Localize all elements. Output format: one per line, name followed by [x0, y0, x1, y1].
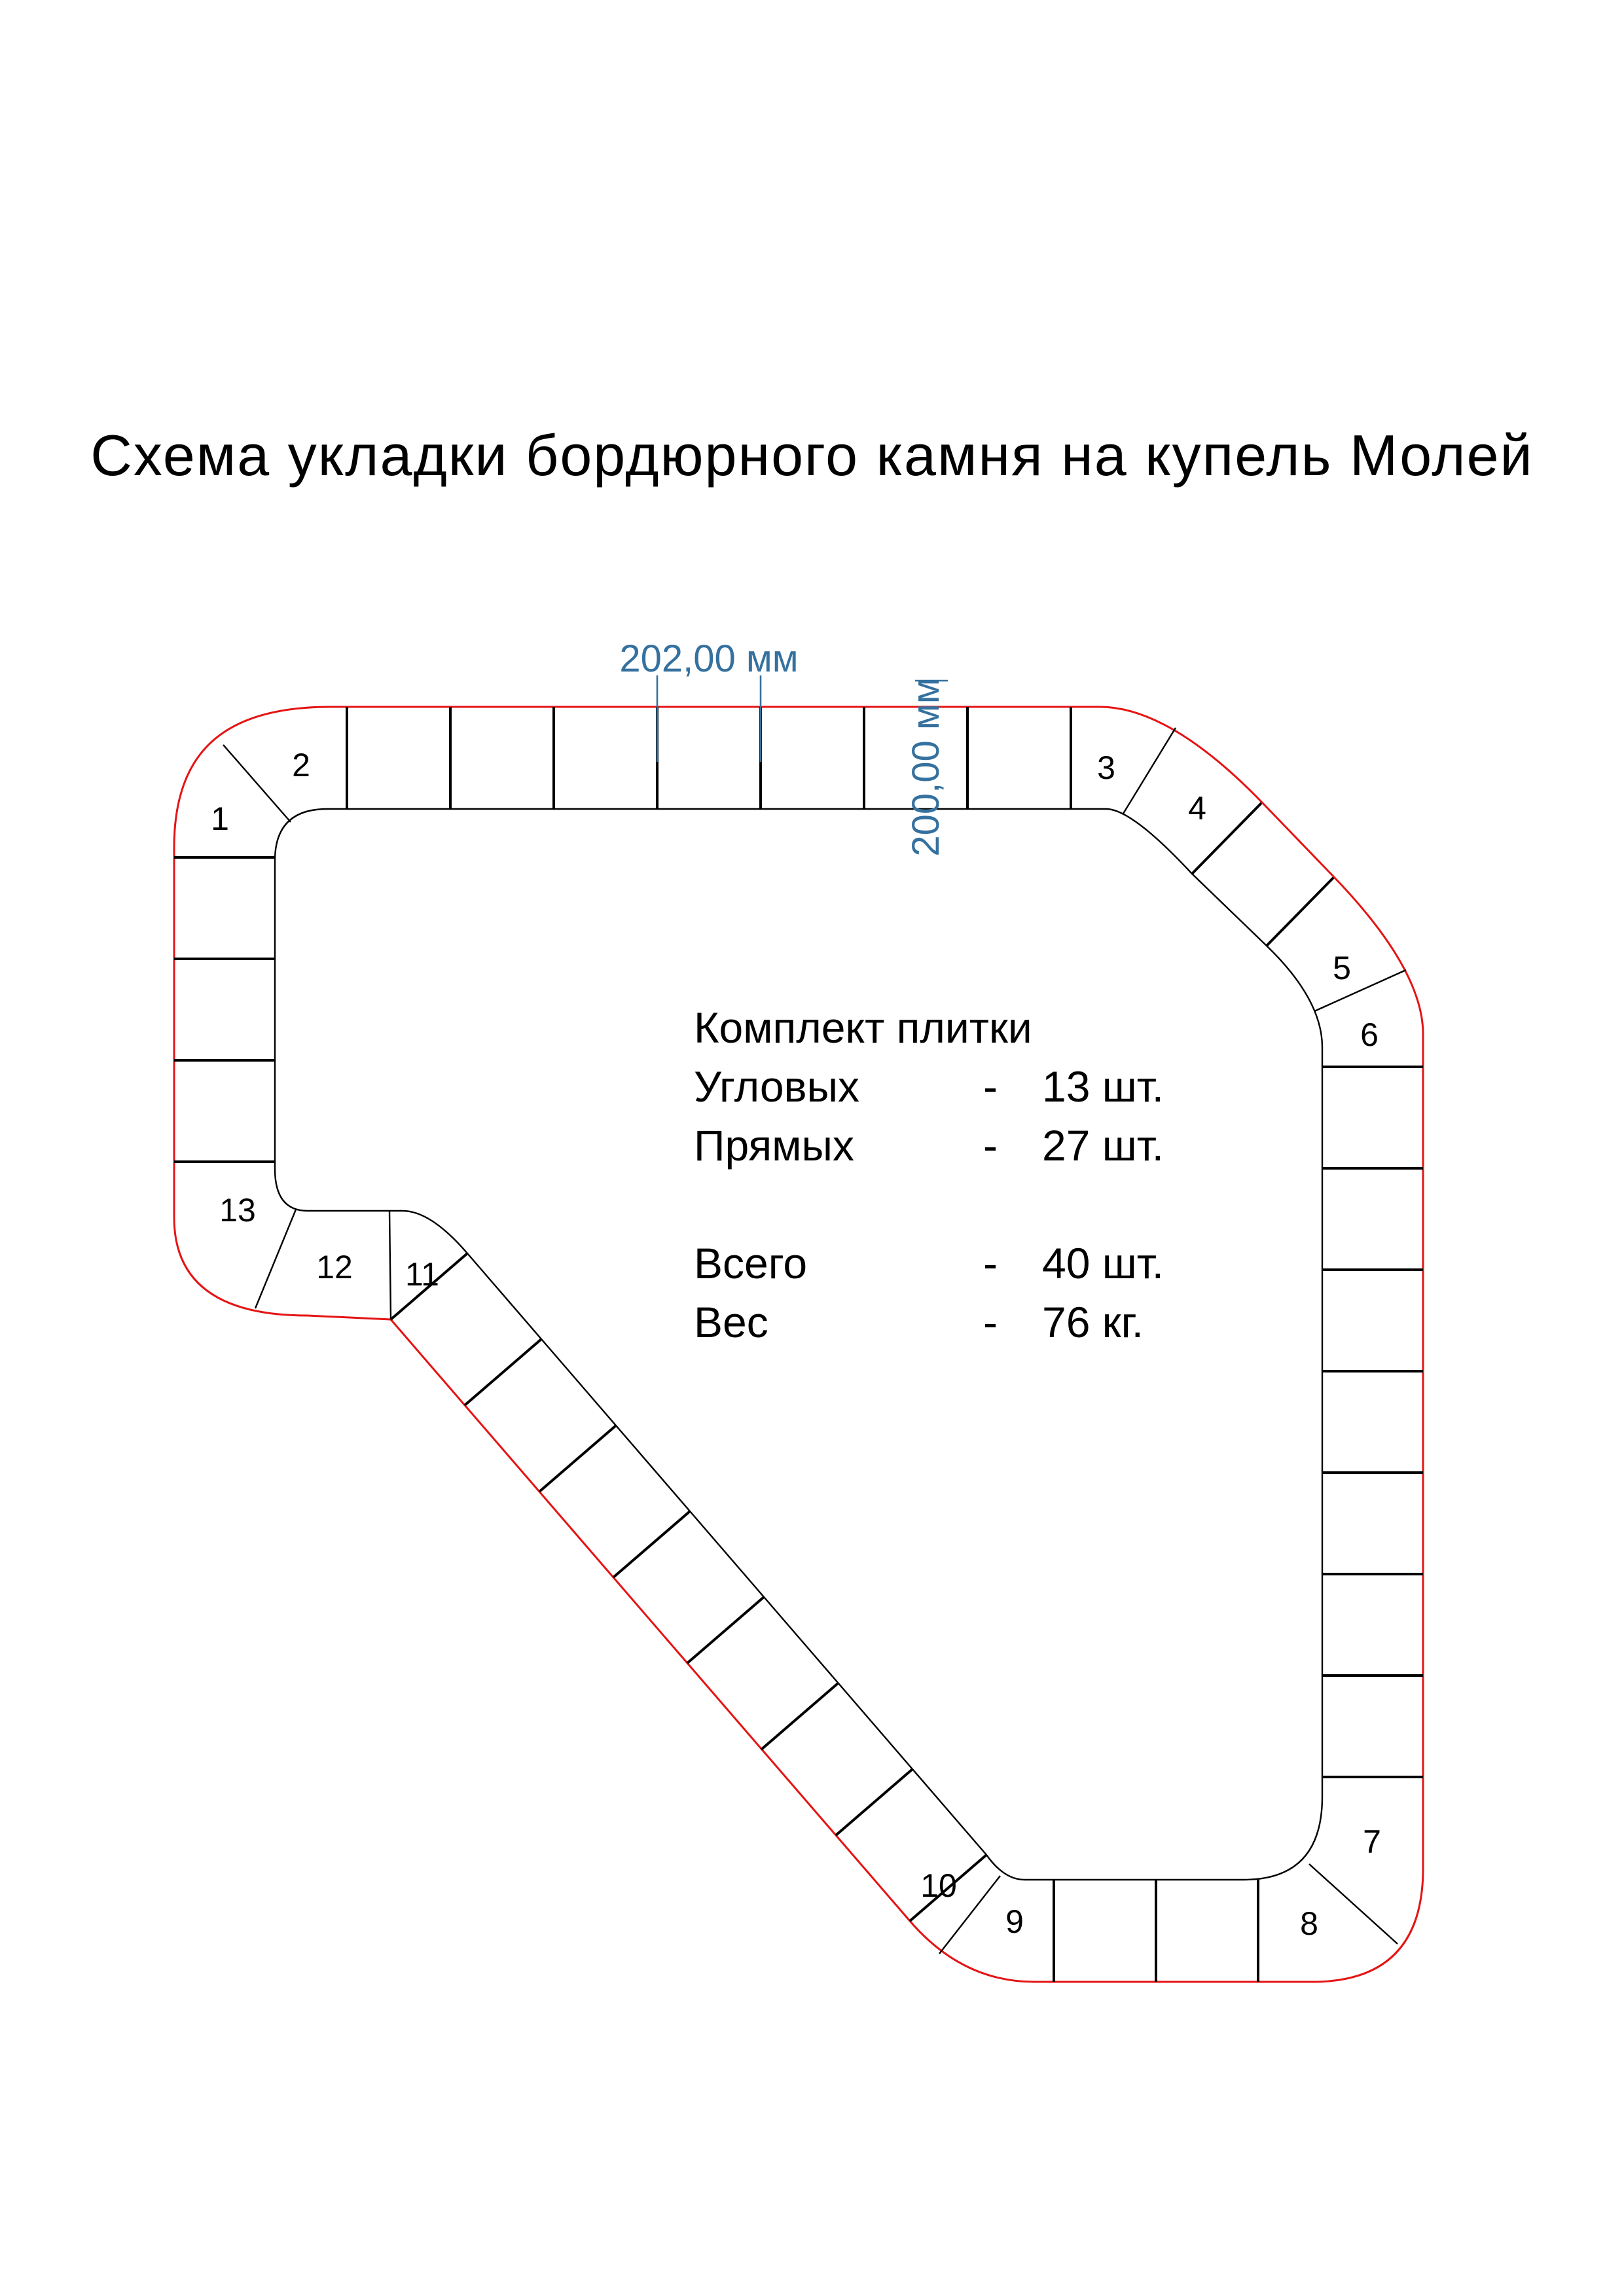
tile-divider	[1309, 1864, 1398, 1944]
tile-divider	[836, 1769, 912, 1835]
width-dimension-label: 202,00 мм	[619, 637, 799, 680]
legend-dash: -	[983, 1062, 998, 1111]
tile-number-11: 11	[405, 1256, 439, 1293]
tile-number-2: 2	[292, 747, 310, 783]
tile-number-1: 1	[211, 800, 229, 837]
tile-number-6: 6	[1360, 1016, 1379, 1053]
tile-number-12: 12	[316, 1249, 353, 1285]
legend-title: Комплект плитки	[694, 1003, 1032, 1052]
tile-number-7: 7	[1363, 1823, 1381, 1860]
tile-divider	[1123, 728, 1176, 814]
legend-value: 27 шт.	[1042, 1121, 1164, 1170]
tile-number-13: 13	[219, 1192, 256, 1229]
tile-divider	[539, 1426, 616, 1492]
page-title: Схема укладки бордюрного камня на купель Молей	[90, 423, 1534, 488]
tile-divider	[613, 1511, 690, 1577]
legend-label: Прямых	[694, 1121, 854, 1170]
tile-number-9: 9	[1005, 1903, 1024, 1940]
tile-divider	[223, 745, 291, 822]
tile-divider	[1267, 878, 1333, 946]
tile-number-4: 4	[1188, 790, 1206, 827]
tile-divider	[465, 1339, 541, 1405]
legend-label: Угловых	[694, 1062, 860, 1111]
legend-spacer	[694, 1175, 1218, 1234]
height-dimension-label: 200,00 мм	[905, 677, 947, 857]
tile-number-5: 5	[1333, 950, 1351, 986]
tile-divider	[761, 1683, 838, 1749]
legend-row-straight	[694, 1116, 1218, 1175]
legend-value: 13 шт.	[1042, 1062, 1164, 1111]
tile-divider	[389, 1211, 391, 1319]
tile-divider	[255, 1210, 296, 1308]
legend-row-total	[694, 1234, 1218, 1293]
legend-label: Вес	[694, 1298, 768, 1346]
legend-row-corner	[694, 1057, 1218, 1116]
legend-dash: -	[983, 1298, 998, 1346]
dimension-annotations	[619, 637, 948, 857]
legend-label: Всего	[694, 1239, 808, 1287]
legend-dash: -	[983, 1239, 998, 1287]
tile-number-10: 10	[920, 1867, 957, 1904]
legend-value: 76 кг.	[1042, 1298, 1144, 1346]
legend-row-weight	[694, 1293, 1218, 1352]
legend-value: 40 шт.	[1042, 1239, 1164, 1287]
legend-dash: -	[983, 1121, 998, 1170]
tile-kit-legend	[694, 998, 1218, 1352]
tile-number-8: 8	[1300, 1905, 1318, 1942]
tile-number-3: 3	[1097, 749, 1115, 786]
tile-divider	[687, 1597, 764, 1663]
tile-divider	[1314, 970, 1406, 1011]
